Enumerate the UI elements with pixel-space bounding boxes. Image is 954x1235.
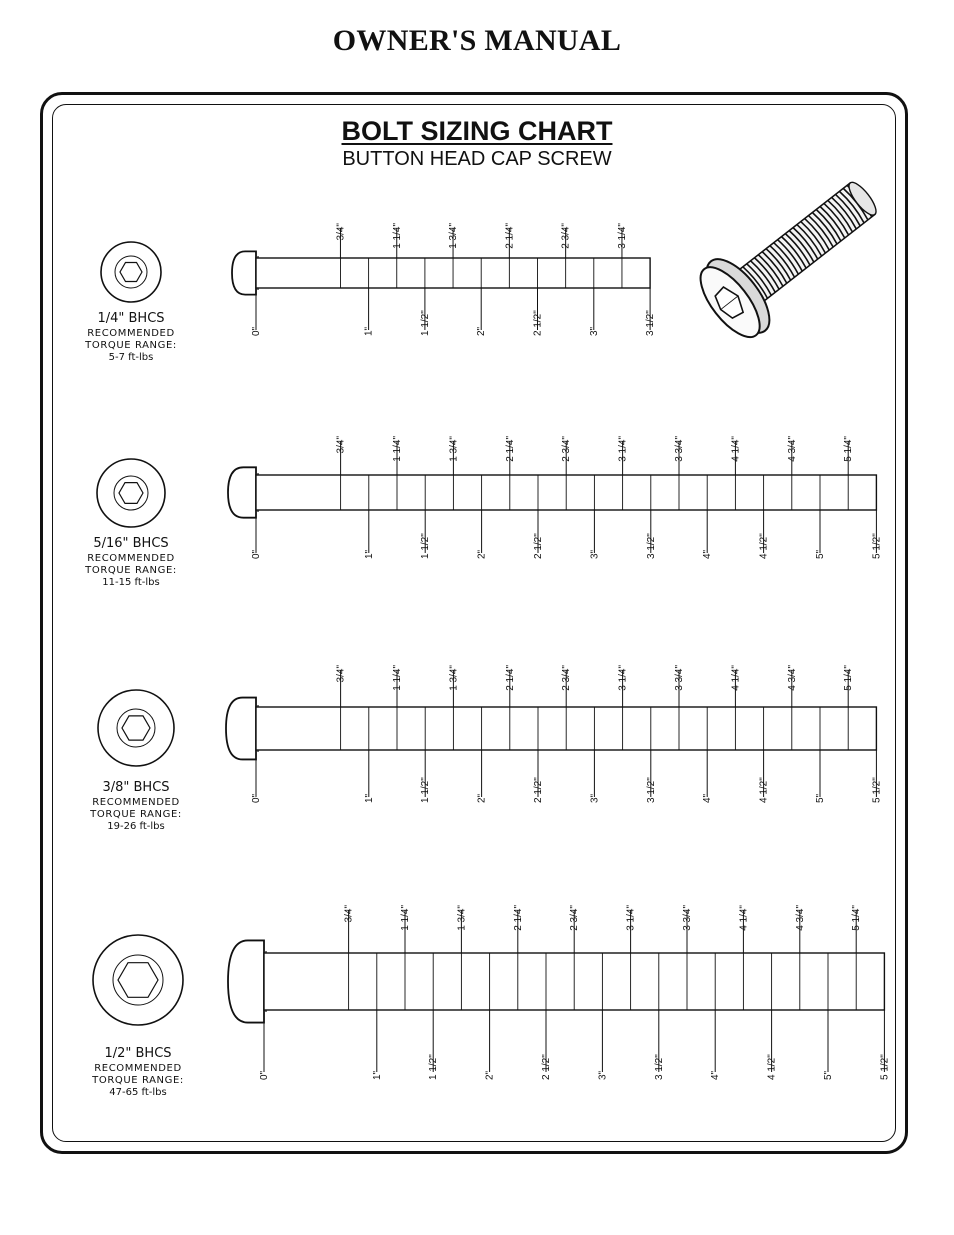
bolt-head-icon [232,251,256,294]
top-tick-label: 2 1/4" [504,223,516,249]
hex-socket-icon [120,263,142,282]
top-tick-label: 2 1/4" [504,665,516,691]
bottom-tick-label: 1" [363,793,375,803]
chart-subtitle: BUTTON HEAD CAP SCREW [342,148,612,170]
bottom-tick-label: 2" [476,326,488,336]
bottom-tick-label: 5" [815,793,826,803]
torque-range-label: TORQUE RANGE: [90,809,182,820]
bottom-tick-label: 0" [251,326,262,336]
bottom-tick-label: 0" [251,793,262,803]
top-tick-label: 4 3/4" [794,905,806,931]
top-tick-label: 5 1/4" [851,905,863,931]
top-tick-label: 4 1/4" [738,905,750,931]
page-title: OWNER'S MANUAL [332,24,622,57]
top-tick-label: 3 3/4" [674,436,685,462]
bottom-tick-label: 4" [702,549,714,559]
chart-title: BOLT SIZING CHART [341,116,613,146]
top-tick-label: 1 3/4" [456,905,468,931]
bottom-tick-label: 1 1/2" [420,777,432,803]
bottom-tick-label: 2 1/2" [533,777,544,803]
top-tick-label: 4 3/4" [786,665,798,691]
top-tick-label: 3 3/4" [682,905,693,931]
bottom-tick-label: 2" [476,549,488,559]
bottom-tick-label: 5" [823,1070,834,1080]
top-tick-label: 1 1/4" [400,905,411,931]
bolt-row-2 [89,665,882,832]
bolt-name: 3/8" BHCS [102,780,170,795]
bottom-tick-label: 2" [476,793,488,803]
bottom-tick-label: 3 1/2" [645,533,657,559]
bottom-tick-label: 1 1/2" [420,533,432,559]
bottom-tick-label: 0" [259,1070,270,1080]
top-tick-label: 2 3/4" [561,436,573,462]
bottom-tick-label: 2 1/2" [532,310,544,336]
torque-range-label: TORQUE RANGE: [92,1075,184,1086]
top-tick-label: 1 3/4" [448,665,460,691]
top-tick-label: 5 1/4" [843,436,855,462]
top-tick-label: 5 1/4" [843,665,855,691]
top-tick-label: 4 1/4" [730,436,742,462]
bolt-name: 1/2" BHCS [104,1046,172,1061]
top-tick-label: 4 1/4" [730,665,742,691]
bottom-tick-label: 3 1/2" [653,1054,665,1080]
bottom-tick-label: 3" [588,326,600,336]
bottom-tick-label: 1 1/2" [419,310,431,336]
bottom-tick-label: 4 1/2" [758,533,770,559]
top-tick-label: 3/4" [335,436,347,454]
bottom-tick-label: 4 1/2" [758,777,770,803]
bolt-head-icon [228,940,264,1022]
recommended-label: RECOMMENDED [87,328,175,339]
bolt-head-icon [228,467,256,517]
top-tick-label: 3/4" [343,905,355,923]
top-tick-label: 1 3/4" [448,223,460,249]
bottom-tick-label: 4 1/2" [766,1054,778,1080]
bottom-tick-label: 5" [815,549,826,559]
top-tick-label: 2 3/4" [569,905,581,931]
bottom-tick-label: 2" [484,1070,496,1080]
hex-socket-icon [119,483,143,504]
top-tick-label: 1 1/4" [392,665,403,691]
bottom-tick-label: 1 1/2" [428,1054,440,1080]
top-tick-label: 3/4" [335,665,347,683]
top-tick-label: 3 1/4" [625,905,637,931]
bolt-row-0 [84,223,656,363]
top-tick-label: 2 1/4" [504,436,516,462]
recommended-label: RECOMMENDED [87,553,175,564]
top-tick-label: 3 1/4" [616,223,628,249]
top-tick-label: 2 3/4" [560,223,572,249]
recommended-label: RECOMMENDED [94,1063,182,1074]
top-tick-label: 4 3/4" [786,436,798,462]
bottom-tick-label: 5 1/2" [871,777,883,803]
torque-value: 19-26 ft-lbs [107,821,165,832]
bolt-name: 1/4" BHCS [97,311,165,326]
bottom-tick-label: 3" [589,549,601,559]
top-tick-label: 1 1/4" [392,436,403,462]
bottom-tick-label: 4" [702,793,714,803]
top-tick-label: 2 1/4" [512,905,524,931]
top-tick-label: 3 1/4" [617,436,629,462]
bottom-tick-label: 2 1/2" [541,1054,552,1080]
torque-value: 5-7 ft-lbs [108,352,154,363]
bottom-tick-label: 3" [589,793,601,803]
bolt-head-icon [226,698,256,760]
bottom-tick-label: 1" [371,1070,383,1080]
torque-value: 11-15 ft-lbs [102,577,160,588]
bolt-row-1 [84,436,882,588]
screw-illustration-icon [689,160,895,348]
bolt-name: 5/16" BHCS [93,536,169,551]
top-tick-label: 3 3/4" [674,665,685,691]
bolt-row-3 [91,905,890,1098]
top-tick-label: 2 3/4" [561,665,573,691]
bottom-tick-label: 3" [597,1070,609,1080]
bottom-tick-label: 3 1/2" [645,777,657,803]
bottom-tick-label: 2 1/2" [533,533,544,559]
bottom-tick-label: 1" [363,326,375,336]
bottom-tick-label: 5 1/2" [871,533,883,559]
top-tick-label: 1 1/4" [391,223,403,249]
top-tick-label: 1 3/4" [448,436,460,462]
bottom-tick-label: 0" [251,549,262,559]
bottom-tick-label: 3 1/2" [645,310,657,336]
bottom-tick-label: 5 1/2" [879,1054,891,1080]
torque-range-label: TORQUE RANGE: [85,565,177,576]
top-tick-label: 3/4" [335,223,347,241]
recommended-label: RECOMMENDED [92,797,180,808]
top-tick-label: 3 1/4" [617,665,629,691]
torque-value: 47-65 ft-lbs [109,1087,167,1098]
torque-range-label: TORQUE RANGE: [85,340,177,351]
bottom-tick-label: 1" [363,549,375,559]
bottom-tick-label: 4" [710,1070,722,1080]
